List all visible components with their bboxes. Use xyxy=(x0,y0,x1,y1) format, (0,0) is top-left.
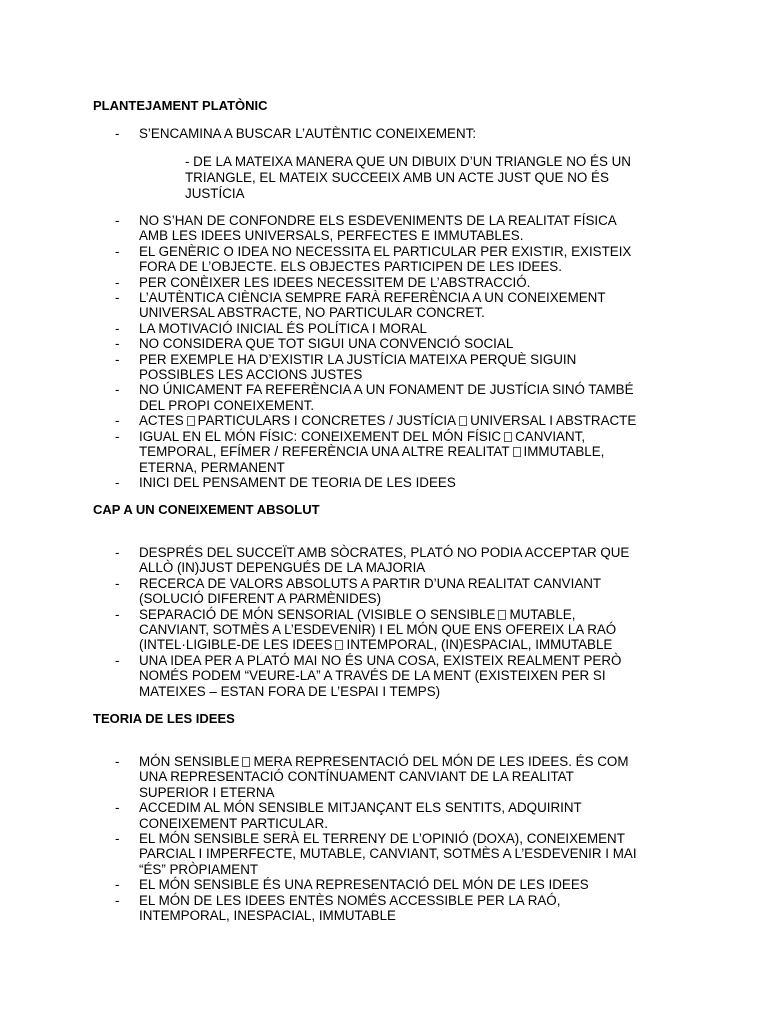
list-item: - EL MÓN DE LES IDEES ENTÈS NOMÉS ACCESSIBLE PER LA RAÓ, INTEMPORAL, INESPACIAL, IMMUTABLE xyxy=(115,892,561,924)
list-item: - UNA IDEA PER A PLATÓ MAI NO ÉS UNA COSA, EXISTEIX REALMENT PERÒ NOMÉS PODEM “VEURE-LA” A TRAVÉS DE LA MENT (EXISTEIXEN PER SI MATEIXES – ESTAN FORA DE L’ESPAI I TEMPS) xyxy=(115,652,622,699)
missing-glyph-icon xyxy=(498,610,506,620)
missing-glyph-icon xyxy=(504,432,512,442)
list-item: - LA MOTIVACIÓ INICIAL ÉS POLÍTICA I MORAL xyxy=(115,320,427,336)
bullet-list-coneixement xyxy=(93,545,693,699)
missing-glyph-icon xyxy=(459,416,467,426)
missing-glyph-icon xyxy=(242,757,250,767)
missing-glyph-icon xyxy=(513,447,521,457)
list-item: - PER CONÈIXER LES IDEES NECESSITEM DE L’ABSTRACCIÓ. xyxy=(115,274,531,290)
bullet-dash: - xyxy=(115,126,120,141)
list-item: - EL MÓN SENSIBLE ÉS UNA REPRESENTACIÓ DEL MÓN DE LES IDEES xyxy=(115,877,589,893)
list-item: - ACCEDIM AL MÓN SENSIBLE MITJANÇANT ELS SENTITS, ADQUIRINT CONEIXEMENT PARTICULAR. xyxy=(115,800,582,831)
missing-glyph-icon xyxy=(335,640,343,650)
list-item: - NO S’HAN DE CONFONDRE ELS ESDEVENIMENTS DE LA REALITAT FÍSICA AMB LES IDEES UNIVERSALS, PERFECTES E IMMUTABLES. xyxy=(115,213,617,244)
list-item: - NO CONSIDERA QUE TOT SIGUI UNA CONVENCIÓ SOCIAL xyxy=(115,336,514,352)
bullet-list-teoria xyxy=(93,754,693,923)
list-item: - SEPARACIÓ DE MÓN SENSORIAL (VISIBLE O SENSIBLE MUTABLE, CANVIANT, SOTMÈS A L’ESDEVENIR) I EL MÓN QUE ENS OFEREIX LA RAÓ (INTEL·LIGIBLE-DE LES IDEES INTEMPORAL, (IN)ESPACIAL, IMMUTABLE xyxy=(115,606,617,653)
list-item: - IGUAL EN EL MÓN FÍSIC: CONEIXEMENT DEL MÓN FÍSIC CANVIANT, TEMPORAL, EFÍMER / REFERÈNCIA UNA ALTRE REALITAT IMMUTABLE, ETERNA, PERMANENT xyxy=(115,428,605,475)
section-heading-coneixement-absolut: CAP A UN CONEIXEMENT ABSOLUT xyxy=(93,502,320,517)
section-heading-teoria-idees: TEORIA DE LES IDEES xyxy=(93,711,235,726)
list-item: - ACTES PARTICULARS I CONCRETES / JUSTÍCIA UNIVERSAL I ABSTRACTE xyxy=(115,413,637,429)
list-item: - EL MÓN SENSIBLE SERÀ EL TERRENY DE L’OPINIÓ (DOXA), CONEIXEMENT PARCIAL I IMPERFECTE, MUTABLE, CANVIANT, SOTMÈS A L’ESDEVENIR I MAI “ÉS” PRÒPIAMENT xyxy=(115,831,637,877)
list-item: - L’AUTÈNTICA CIÈNCIA SEMPRE FARÀ REFERÈNCIA A UN CONEIXEMENT UNIVERSAL ABSTRACTE, NO PARTICULAR CONCRET. xyxy=(115,290,606,321)
list-item: - MÓN SENSIBLE MERA REPRESENTACIÓ DEL MÓN DE LES IDEES. ÉS COM UNA REPRESENTACIÓ CONTÍNUAMENT CANVIANT DE LA REALITAT SUPERIOR I ETERNA xyxy=(115,754,629,800)
missing-glyph-icon xyxy=(187,416,195,426)
section-heading-plantejament: PLANTEJAMENT PLATÒNIC xyxy=(93,98,268,113)
list-item: - NO ÚNICAMENT FA REFERÈNCIA A UN FONAMENT DE JUSTÍCIA SINÓ TAMBÉ DEL PROPI CONEIXEMENT. xyxy=(115,382,634,413)
list-item: - PER EXEMPLE HA D’EXISTIR LA JUSTÍCIA MATEIXA PERQUÈ SIGUIN POSSIBLES LES ACCIONS JUSTES xyxy=(115,351,577,383)
list-item: - DESPRÉS DEL SUCCEÏT AMB SÒCRATES, PLATÓ NO PODIA ACCEPTAR QUE ALLÒ (IN)JUST DEPENGUÉS DE LA MAJORIA xyxy=(115,545,630,576)
list-item: - INICI DEL PENSAMENT DE TEORIA DE LES IDEES xyxy=(115,474,456,490)
list-item: - EL GENÈRIC O IDEA NO NECESSITA EL PARTICULAR PER EXISTIR, EXISTEIX FORA DE L’OBJECTE. ELS OBJECTES PARTICIPEN DE LES IDEES. xyxy=(115,243,632,275)
bullet-list-intro xyxy=(93,126,693,141)
bullet-list-plantejament xyxy=(93,213,693,490)
list-item: - RECERCA DE VALORS ABSOLUTS A PARTIR D’UNA REALITAT CANVIANT (SOLUCIÓ DIFERENT A PARMÈNIDES) xyxy=(115,575,602,607)
sub-point: - DE LA MATEIXA MANERA QUE UN DIBUIX D’UN TRIANGLE NO ÉS UN TRIANGLE, EL MATEIX SUCCEEIX AMB UN ACTE JUST QUE NO ÉS JUSTÍCIA xyxy=(185,154,631,201)
list-item: - S’ENCAMINA A BUSCAR L’AUTÈNTIC CONEIXEMENT: xyxy=(115,126,477,141)
